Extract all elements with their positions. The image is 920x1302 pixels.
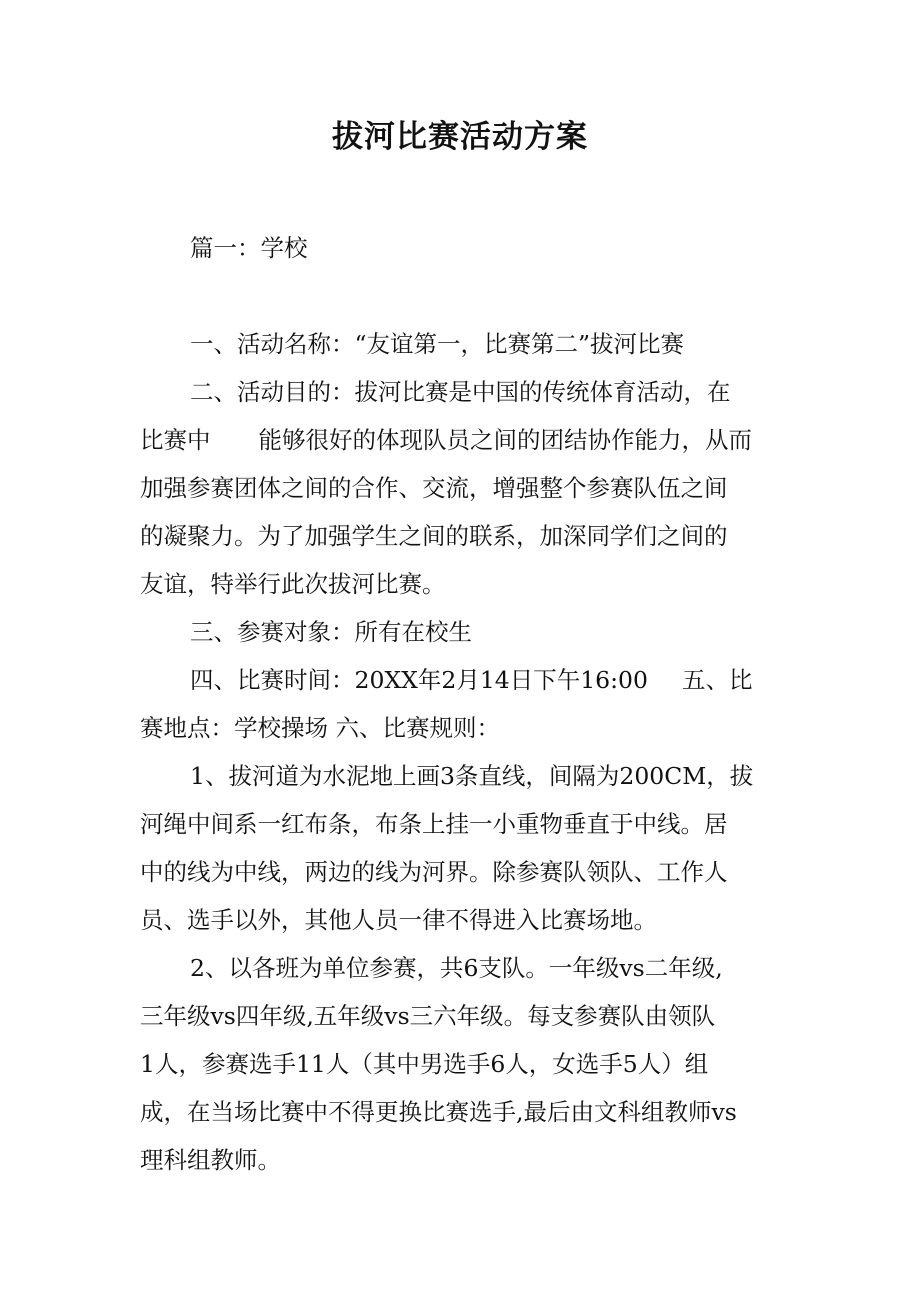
paragraph-line: 2、以各班为单位参赛，共6支队。一年级vs二年级,: [190, 954, 723, 982]
paragraph-line: 的凝聚力。为了加强学生之间的联系，加深同学们之间的: [140, 522, 728, 550]
paragraph-line: 友谊，特举行此次拔河比赛。: [140, 570, 446, 598]
paragraph-line: 河绳中间系一红布条，布条上挂一小重物垂直于中线。居: [140, 810, 728, 838]
paragraph-line: 一、活动名称：“友谊第一，比赛第二”拔河比赛: [190, 330, 685, 358]
paragraph-line: 1人，参赛选手11人（其中男选手6人，女选手5人）组: [140, 1050, 709, 1078]
line-fragment: 四、比赛时间：20XX年2月14日下午16:00: [190, 666, 648, 694]
paragraph-line: 成，在当场比赛中不得更换比赛选手,最后由文科组教师vs: [140, 1098, 737, 1126]
line-fragment: 能够很好的体现队员之间的团结协作能力，从而: [258, 426, 752, 454]
paragraph-line: 三、参赛对象：所有在校生: [190, 618, 472, 646]
paragraph-line-split: [140, 424, 790, 456]
paragraph-line: 1、拔河道为水泥地上画3条直线，间隔为200CM，拔: [190, 762, 754, 790]
paragraph-line: 二、活动目的：拔河比赛是中国的传统体育活动，在: [190, 378, 731, 406]
paragraph-line: 理科组教师。: [140, 1146, 281, 1174]
paragraph-line-split: [190, 664, 840, 696]
paragraph-line: 中的线为中线，两边的线为河界。除参赛队领队、工作人: [140, 858, 728, 886]
paragraph-line: 加强参赛团体之间的合作、交流，增强整个参赛队伍之间: [140, 474, 728, 502]
line-fragment: 比赛中: [140, 426, 211, 454]
document-title: 拔河比赛活动方案: [332, 119, 588, 155]
line-fragment: 五、比: [681, 666, 753, 694]
paragraph-line: 赛地点：学校操场 六、比赛规则：: [140, 714, 500, 742]
paragraph-line: 员、选手以外，其他人员一律不得进入比赛场地。: [140, 906, 657, 934]
paragraph-line: 三年级vs四年级,五年级vs三六年级。每支参赛队由领队: [140, 1002, 716, 1030]
section-label: 篇一：学校: [190, 234, 308, 262]
